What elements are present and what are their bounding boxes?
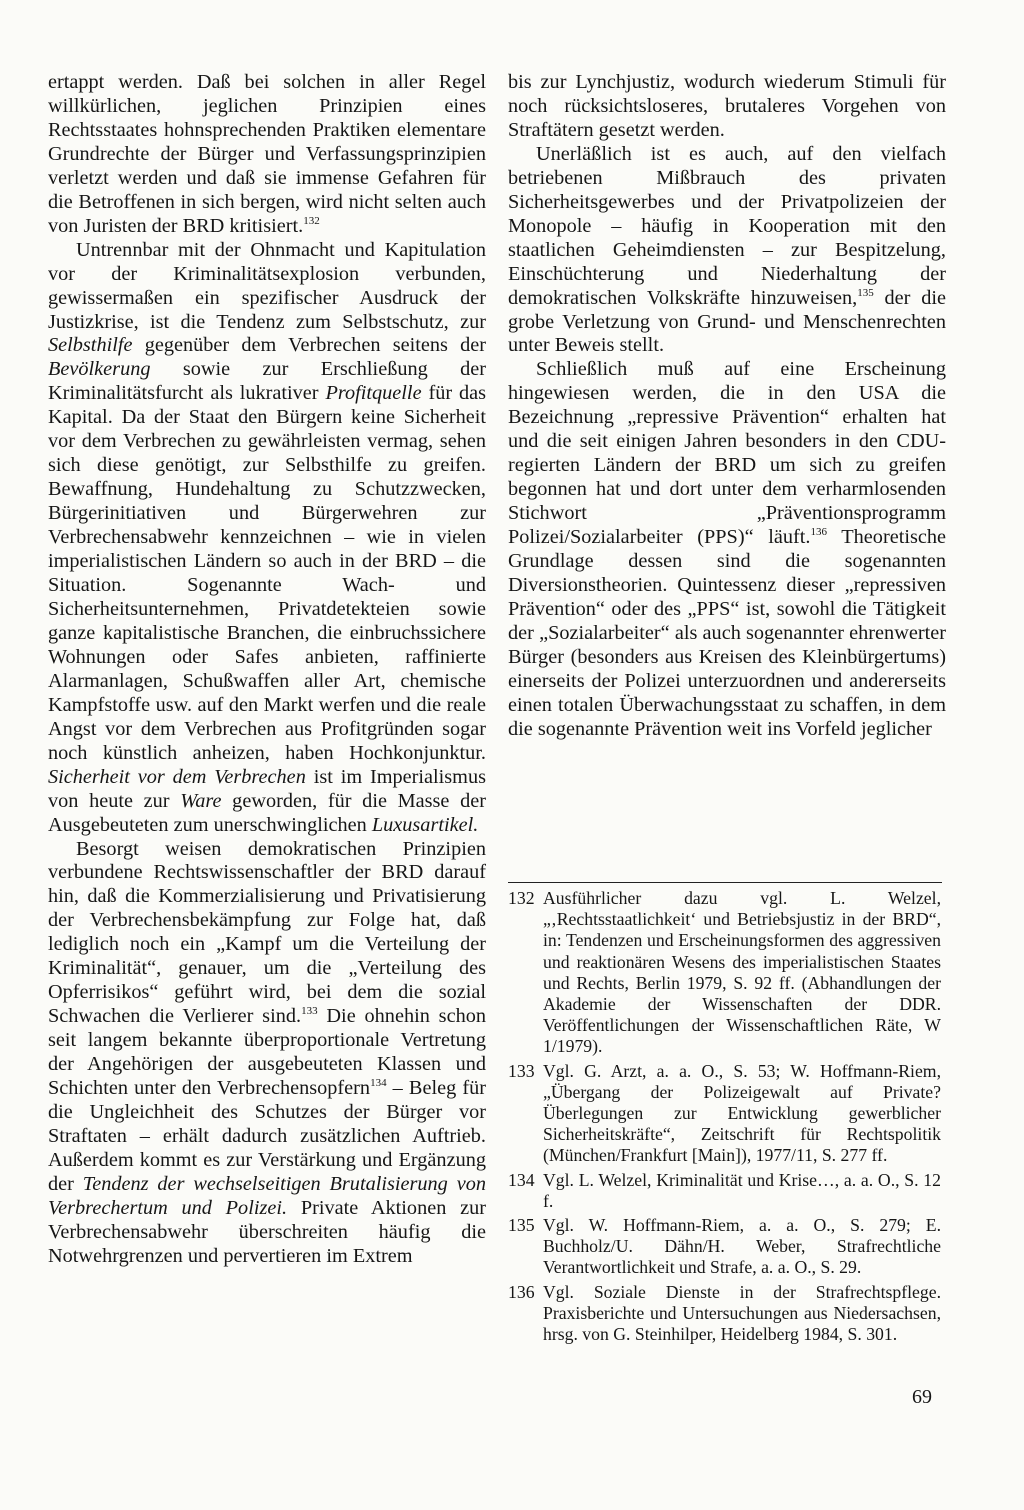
emphasis: Bevölkerung xyxy=(48,358,151,381)
text-run: gegenüber dem Verbrechen seitens der xyxy=(132,334,486,357)
footnote-ref: 133 xyxy=(301,1005,318,1018)
text-run: sowie zur Erschließung der Kriminalitätsfurcht als lukrativer xyxy=(48,358,486,405)
paragraph xyxy=(508,143,946,359)
text-run: Unerläßlich ist es auch, auf den vielfach betriebenen Mißbrauch des privaten Sicherheitsgewerbes und der Privatpolizeien der Monopole – häufig in Kooperation mit den staatlichen Geheimdiensten – zur Bespitzelung, Einschüchterung und Niederhaltung der demokratischen Volkskräfte hinzuweisen, xyxy=(508,142,946,309)
emphasis: Profitquelle xyxy=(325,382,422,405)
text-run: – Beleg für die Ungleichheit des Schutzes der Bürger vor Straftaten – erhält dadurch zusätzlichen Auftrieb. Außerdem kommt es zur Verstärkung und Ergänzung der xyxy=(48,1077,486,1195)
footnote-number: 133 xyxy=(508,1060,535,1081)
text-run: Theoretische Grundlage dessen sind die sogenannten Diversionstheorien. Quintessenz dieser „repressiven Prävention“ oder des „PPS“ ist, sowohl die Tätigkeit der „Sozialarbeiter“ als auch sogenannter ehrenwerter Bürger (besonders aus Kreisen des Kleinbürgertums) einerseits der Polizei unterzuordnen und andererseits einen totalen Überwachungsstaat zu schaffen, in dem die sogenannte Prävention weit ins Vorfeld jeglicher xyxy=(508,526,947,740)
text-run: geworden, für die Masse der Ausgebeuteten zum unerschwinglichen xyxy=(48,789,486,836)
footnote-text: Vgl. G. Arzt, a. a. O., S. 53; W. Hoffmann-Riem, „Übergang der Polizeigewalt auf Private? Überlegungen zur Entwicklung gewerblicher Sicherheitskräfte“, Zeitschrift für Rechtspolitik (München/Frankfurt [Main]), 1977/11, S. 277 ff. xyxy=(543,1060,941,1166)
paragraph xyxy=(48,71,486,239)
text-run: für das Kapital. Da der Staat den Bürgern keine Sicherheit vor dem Verbrechen zu gewährleisten vermag, sehen sich diese genötigt, zur Selbsthilfe zu greifen. Bewaffnung, Hundehaltung zu Schutzzwecken, Bürgerinitiativen und Bürgerwehren zur Verbrechensabwehr kennzeichnen – wie in vielen imperialistischen Ländern so auch in der BRD – die Situation. Sogenannte Wach- und Sicherheitsunternehmen, Privatdetekteien sowie ganze kapitalistische Branchen, die einbruchssichere Wohnungen oder Safes anbieten, raffinierte Alarmanlagen, Schußwaffen aller Art, chemische Kampfstoffe usw. auf den Markt werfen und die reale Angst vor dem Verbrechen aus Profitgründen sogar noch künstlich anheizen, haben Hochkonjunktur. xyxy=(48,382,487,764)
emphasis: Ware xyxy=(180,789,222,812)
footnote-number: 136 xyxy=(508,1281,535,1302)
footnote-number: 135 xyxy=(508,1215,535,1236)
footnote-ref: 134 xyxy=(370,1077,387,1090)
text-run: der die grobe Verletzung von Grund- und Menschenrechten unter Beweis stellt. xyxy=(508,286,946,357)
footnote xyxy=(508,1061,941,1167)
left-column xyxy=(48,71,486,1269)
text-run: Besorgt weisen demokratischen Prinzipien verbundene Rechtswissenschaftler der BRD darauf hin, daß die Kommerzialisierung und Privatisierung der Verbrechensbekämpfung zur Folge hat, daß lediglich noch ein „Kampf um die Verteilung der Kriminalität“, genauer, um die „Verteilung des Opferrisikos“ geführt wird, bei dem die sozial Schwachen die Verlierer sind. xyxy=(48,837,486,1028)
text-run: Schließlich muß auf eine Erscheinung hingewiesen werden, die in den USA die Bezeichnung „repressive Prävention“ erhalten hat und die seit einigen Jahren besonders in den CDU-regierten Ländern der BRD um sich zu greifen begonnen hat und dort unter dem verharmlosenden Stichwort „Präventionsprogramm Polizei/Sozialarbeiter (PPS)“ läuft. xyxy=(508,358,946,549)
footnote xyxy=(508,1282,941,1346)
emphasis: Luxusartikel. xyxy=(371,813,479,836)
text-run: Die ohnehin schon seit langem bekannte überproportionale Vertretung der Angehörigen der ausgebeuteten Klassen und Schichten unter den Verbrechensopfern xyxy=(48,1005,487,1100)
footnotes xyxy=(508,888,941,1348)
emphasis: Tendenz der wechselseitigen Brutalisierung von Verbrechertum und Polizei. xyxy=(48,1172,486,1219)
footnote-text: Ausführlicher dazu vgl. L. Welzel, „‚Rechtsstaatlichkeit‘ und Betriebsjustiz in der BRD“, in: Tendenzen und Erscheinungsformen des aggressiven und reaktionären Wesens des imperialistischen Staates und Rechts, Berlin 1979, S. 92 ff. (Abhandlungen der Akademie der Wissenschaften der DDR. Veröffentlichungen der Wissenschaftlichen Räte, W 1/1979). xyxy=(543,888,941,1057)
footnote xyxy=(508,888,941,1058)
footnote-text: Vgl. Soziale Dienste in der Strafrechtspflege. Praxisberichte und Untersuchungen aus Niedersachsen, hrsg. von G. Steinhilper, Heidelberg 1984, S. 301. xyxy=(543,1281,941,1345)
footnote xyxy=(508,1170,941,1212)
paragraph xyxy=(508,358,946,741)
paragraph: bis zur Lynchjustiz, wodurch wiederum Stimuli für noch rücksichtsloseres, brutaleres Vorgehen von Straftätern gesetzt werden. xyxy=(508,71,946,141)
text-run: Untrennbar mit der Ohnmacht und Kapitulation vor der Kriminalitätsexplosion verbunden, gewissermaßen ein spezifischer Ausdruck der Justizkrise, ist die Tendenz zum Selbstschutz, zur xyxy=(48,238,486,333)
emphasis: Sicherheit vor dem Verbrechen xyxy=(48,765,306,788)
footnote-ref: 135 xyxy=(857,286,874,299)
footnote-number: 132 xyxy=(508,888,535,908)
text-run: Private Aktionen zur Verbrechensabwehr überschreiten häufig die Notwehrgrenzen und pervertieren im Extrem xyxy=(48,1196,486,1267)
text-run: ist im Imperialismus von heute zur xyxy=(48,765,486,812)
footnote-ref: 132 xyxy=(303,214,320,227)
footnote-divider xyxy=(508,882,942,883)
footnote-number: 134 xyxy=(508,1169,535,1190)
footnote-ref: 136 xyxy=(810,526,827,539)
footnote-text: Vgl. L. Welzel, Kriminalität und Krise…, a. a. O., S. 12 f. xyxy=(543,1169,941,1211)
paragraph xyxy=(48,239,486,838)
footnote xyxy=(508,1215,941,1279)
footnote-text: Vgl. W. Hoffmann-Riem, a. a. O., S. 279; E. Buchholz/U. Dähn/H. Weber, Strafrechtliche Verantwortlichkeit und Strafe, a. a. O., S. 29. xyxy=(543,1215,941,1278)
paragraph xyxy=(48,838,486,1269)
text-run: ertappt werden. Daß bei solchen in aller Regel willkürlichen, jeglichen Prinzipien eines Rechtsstaates hohnsprechenden Praktiken elementare Grundrechte der Bürger und Verfassungsprinzipien verletzt werden und daß sie immense Gefahren für die Betroffenen in sich bergen, wird nicht selten auch von Juristen der BRD kritisiert. xyxy=(48,71,486,237)
right-column xyxy=(508,71,946,742)
page-number: 69 xyxy=(912,1386,932,1408)
emphasis: Selbsthilfe xyxy=(48,334,133,357)
